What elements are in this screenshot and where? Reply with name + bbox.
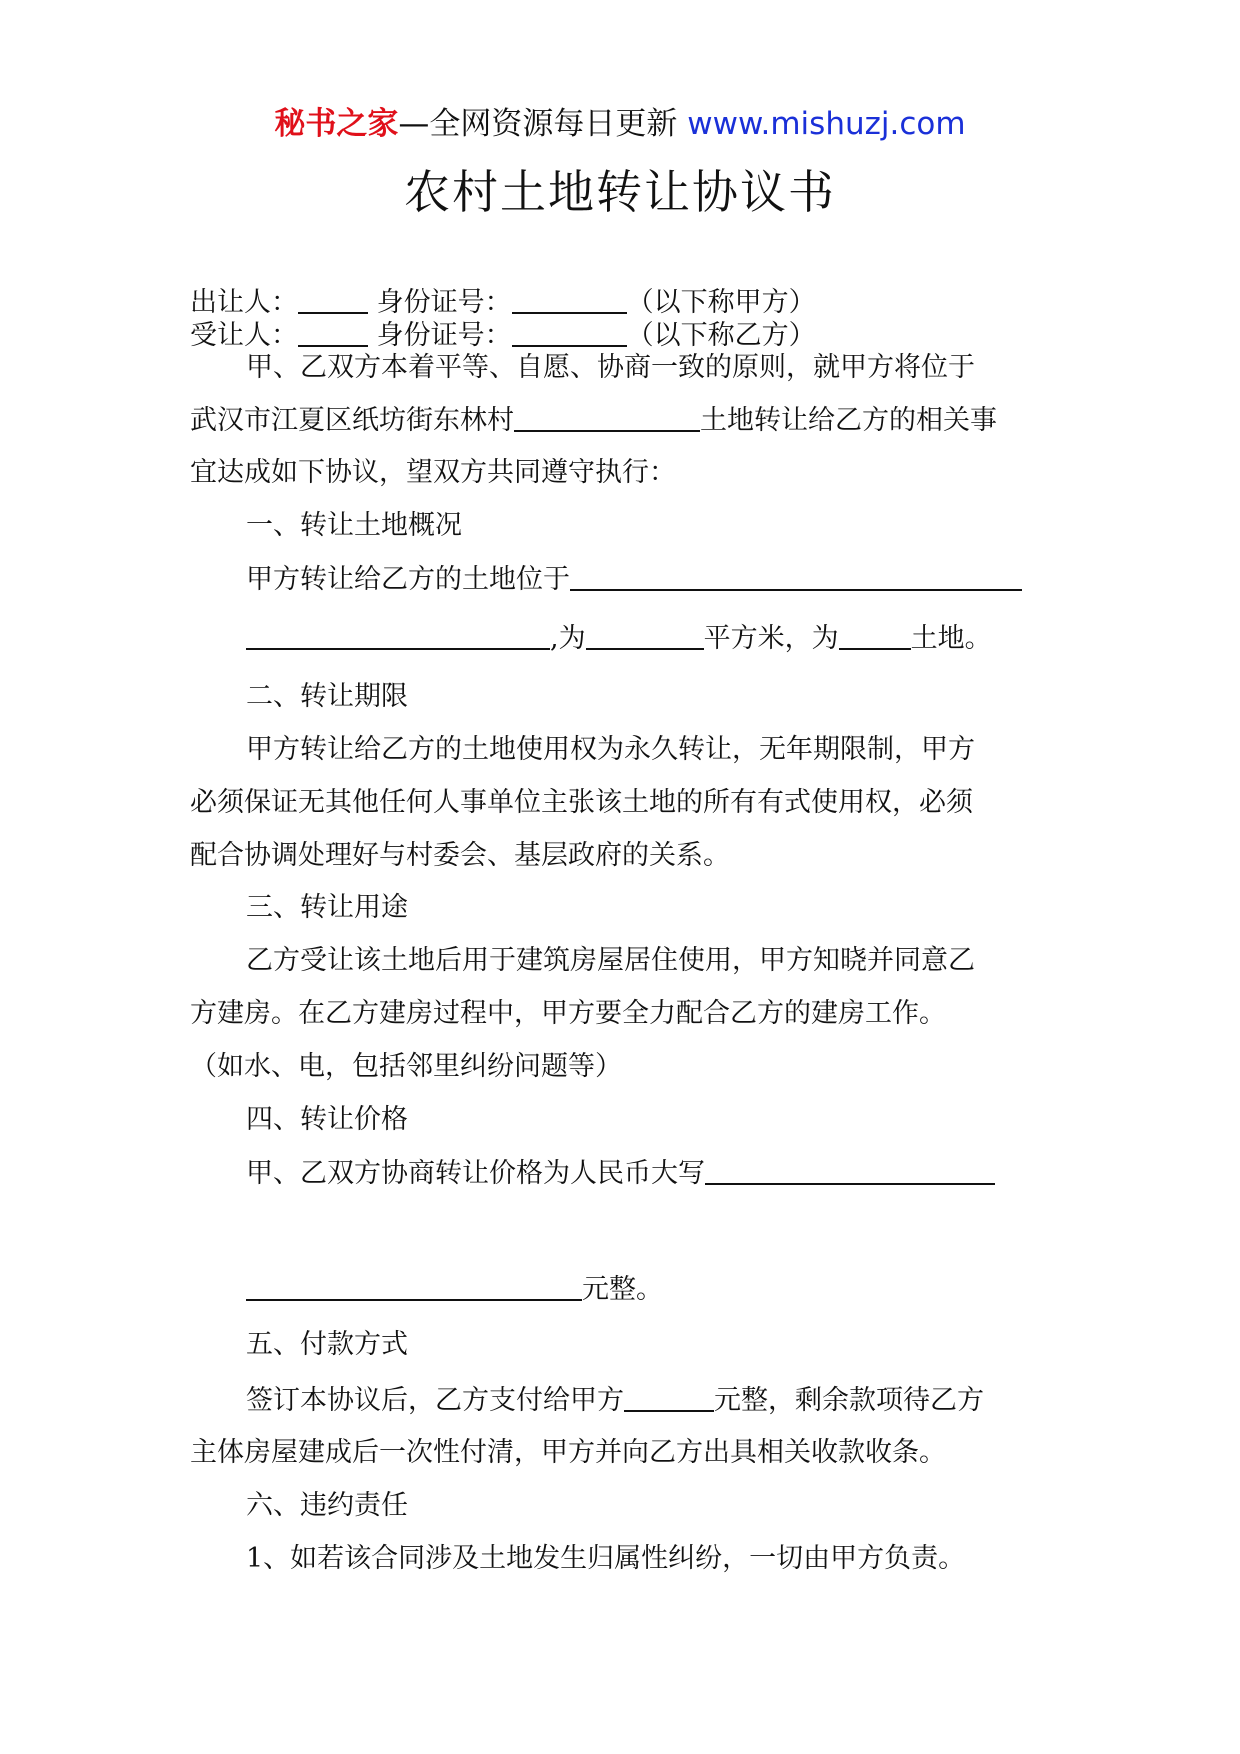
price-uppercase-blank-2 (246, 1271, 582, 1301)
transferee-id-label: 身份证号： (376, 320, 512, 351)
land-location-blank-2 (246, 620, 550, 650)
land-location-blank (570, 561, 1022, 591)
document-title: 农村土地转让协议书 (404, 165, 836, 219)
intro-line-2-tail: 土地转让给乙方的相关事 (700, 405, 997, 436)
section-5-line-2: 主体房屋建成后一次性付清，甲方并向乙方出具相关收款收条。 (190, 1437, 946, 1468)
intro-line-1: 甲、乙双方本着平等、自愿、协商一致的原则，就甲方将位于 (246, 352, 975, 383)
transferee-line (190, 317, 816, 354)
section-2-line-1: 甲方转让给乙方的土地使用权为永久转让，无年期限制，甲方 (246, 734, 975, 765)
land-area-blank (586, 620, 704, 650)
section-3-line-1: 乙方受让该土地后用于建筑房屋居住使用，甲方知晓并同意乙 (246, 945, 975, 976)
section-4-heading: 四、转让价格 (246, 1104, 408, 1135)
site-url[interactable]: www.mishuzj.com (687, 106, 966, 142)
section-4-line-2 (246, 1271, 663, 1308)
price-text: 甲、乙双方协商转让价格为人民币大写 (246, 1158, 705, 1189)
area-prefix: ,为 (550, 623, 586, 654)
intro-line-2 (190, 402, 997, 439)
payment-amount-blank (624, 1382, 714, 1412)
section-1-line-1 (246, 561, 1022, 598)
site-brand: 秘书之家 (274, 106, 399, 142)
transferee-label: 受让人： (190, 320, 298, 351)
section-5-line-1 (246, 1382, 984, 1419)
transferor-line (190, 284, 816, 321)
section-1-location-text: 甲方转让给乙方的土地位于 (246, 564, 570, 595)
transferor-name-blank (298, 284, 368, 314)
price-suffix: 元整。 (582, 1274, 663, 1305)
payment-text: 签订本协议后，乙方支付给甲方 (246, 1385, 624, 1416)
intro-line-3: 宜达成如下协议，望双方共同遵守执行： (190, 457, 676, 488)
transferee-name-blank (298, 317, 368, 347)
transferee-id-blank (512, 317, 627, 347)
section-4-line-1 (246, 1155, 995, 1192)
site-slogan: —全网资源每日更新 (398, 106, 678, 142)
section-1-line-2 (246, 620, 992, 657)
transferor-id-label: 身份证号： (376, 287, 512, 318)
section-3-line-2: 方建房。在乙方建房过程中，甲方要全力配合乙方的建房工作。 (190, 998, 946, 1029)
land-type-blank (839, 620, 911, 650)
intro-location-blank (514, 402, 700, 432)
site-banner (0, 104, 1240, 144)
section-3-line-3: （如水、电，包括邻里纠纷问题等） (190, 1051, 622, 1082)
area-unit-text: 平方米，为 (703, 623, 839, 654)
transferor-id-blank (512, 284, 627, 314)
section-3-heading: 三、转让用途 (246, 892, 408, 923)
section-6-heading: 六、违约责任 (246, 1490, 408, 1521)
transferor-label: 出让人： (190, 287, 298, 318)
section-1-heading: 一、转让土地概况 (246, 510, 462, 541)
payment-text-tail: 元整，剩余款项待乙方 (714, 1385, 984, 1416)
section-2-heading: 二、转让期限 (246, 681, 408, 712)
land-type-suffix: 土地。 (910, 623, 992, 654)
party-b-note: （以下称乙方） (626, 320, 816, 351)
section-2-line-3: 配合协调处理好与村委会、基层政府的关系。 (190, 840, 730, 871)
party-a-note: （以下称甲方） (626, 287, 816, 318)
section-2-line-2: 必须保证无其他任何人事单位主张该土地的所有有式使用权，必须 (190, 787, 973, 818)
section-6-item-1: 1、如若该合同涉及土地发生归属性纠纷，一切由甲方负责。 (246, 1543, 966, 1574)
price-uppercase-blank (705, 1155, 995, 1185)
section-5-heading: 五、付款方式 (246, 1329, 408, 1360)
intro-location-text: 武汉市江夏区纸坊街东林村 (190, 405, 514, 436)
